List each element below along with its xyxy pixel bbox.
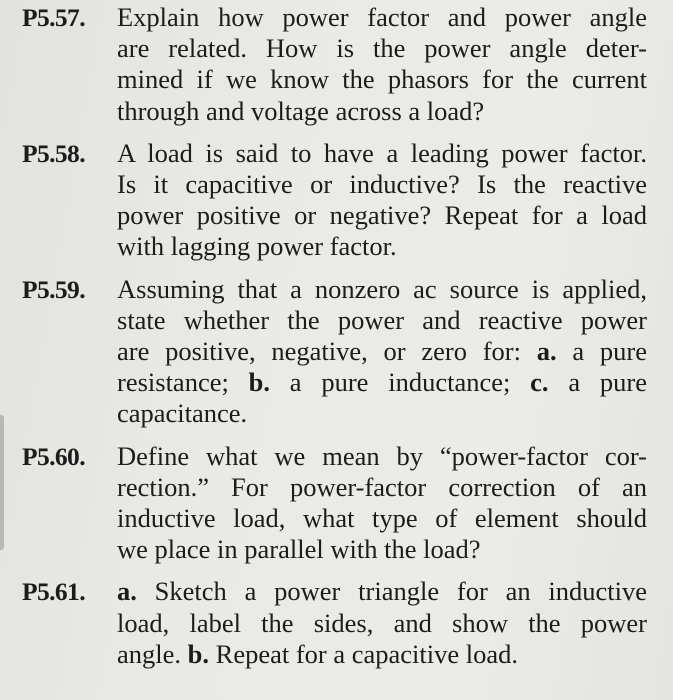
part-label-b: b. — [187, 638, 210, 669]
problem-p5-59 — [22, 274, 652, 430]
text-line: are related. How is the power angle deter- — [117, 33, 647, 64]
text-run: a pure — [556, 336, 647, 367]
problem-text — [117, 441, 652, 566]
text-run: are positive, negative, or zero for: — [117, 336, 537, 367]
part-label-a: a. — [536, 336, 557, 367]
part-label-a: a. — [117, 576, 137, 607]
text-line — [117, 367, 647, 398]
problem-p5-57 — [22, 2, 652, 127]
problem-p5-61 — [22, 576, 652, 670]
text-line: through and voltage across a load? — [117, 95, 485, 126]
problem-text — [117, 576, 652, 670]
text-line: Define what we mean by “power-factor cor- — [117, 440, 647, 471]
problem-number: P5.58. — [22, 138, 85, 168]
text-line: power positive or negative? Repeat for a load — [117, 200, 647, 231]
text-line: inductive load, what type of element should — [117, 503, 647, 534]
text-line: A load is said to have a leading power factor. — [117, 137, 647, 168]
text-run: angle. — [117, 638, 188, 669]
problem-text — [117, 2, 652, 127]
text-line: load, label the sides, and show the power — [117, 607, 647, 638]
text-run: Repeat for a capacitive load. — [209, 638, 519, 669]
text-line: mined if we know the phasors for the current — [117, 64, 647, 95]
text-line — [117, 639, 647, 670]
text-line: Assuming that a nonzero ac source is applied, — [117, 273, 647, 304]
problem-text — [117, 138, 652, 263]
problem-text — [117, 274, 652, 430]
text-run: a pure inductance; — [270, 367, 531, 398]
problem-p5-60 — [22, 441, 652, 566]
text-line: Is it capacitive or inductive? Is the reactive — [117, 169, 647, 200]
text-line — [117, 576, 647, 607]
problem-number: P5.61. — [22, 577, 85, 607]
text-line: state whether the power and reactive power — [117, 304, 647, 335]
textbook-page — [22, 2, 652, 670]
problem-number: P5.59. — [22, 274, 85, 304]
text-run: a pure — [548, 367, 647, 398]
part-label-c: c. — [530, 367, 549, 398]
part-label-b: b. — [248, 367, 271, 398]
text-line — [117, 336, 647, 367]
text-line: rection.” For power-factor correction of an — [117, 471, 647, 502]
text-line: Explain how power factor and power angle — [117, 2, 647, 32]
page-edge-shadow — [0, 415, 4, 550]
text-run: resistance; — [117, 367, 249, 398]
text-line: with lagging power factor. — [117, 231, 397, 262]
problem-number: P5.60. — [22, 441, 85, 471]
text-line: we place in parallel with the load? — [117, 534, 481, 565]
problem-p5-58 — [22, 138, 652, 263]
text-run: Sketch a power triangle for an inductive — [136, 576, 647, 607]
text-line: capacitance. — [117, 398, 248, 429]
problem-number: P5.57. — [22, 3, 85, 32]
